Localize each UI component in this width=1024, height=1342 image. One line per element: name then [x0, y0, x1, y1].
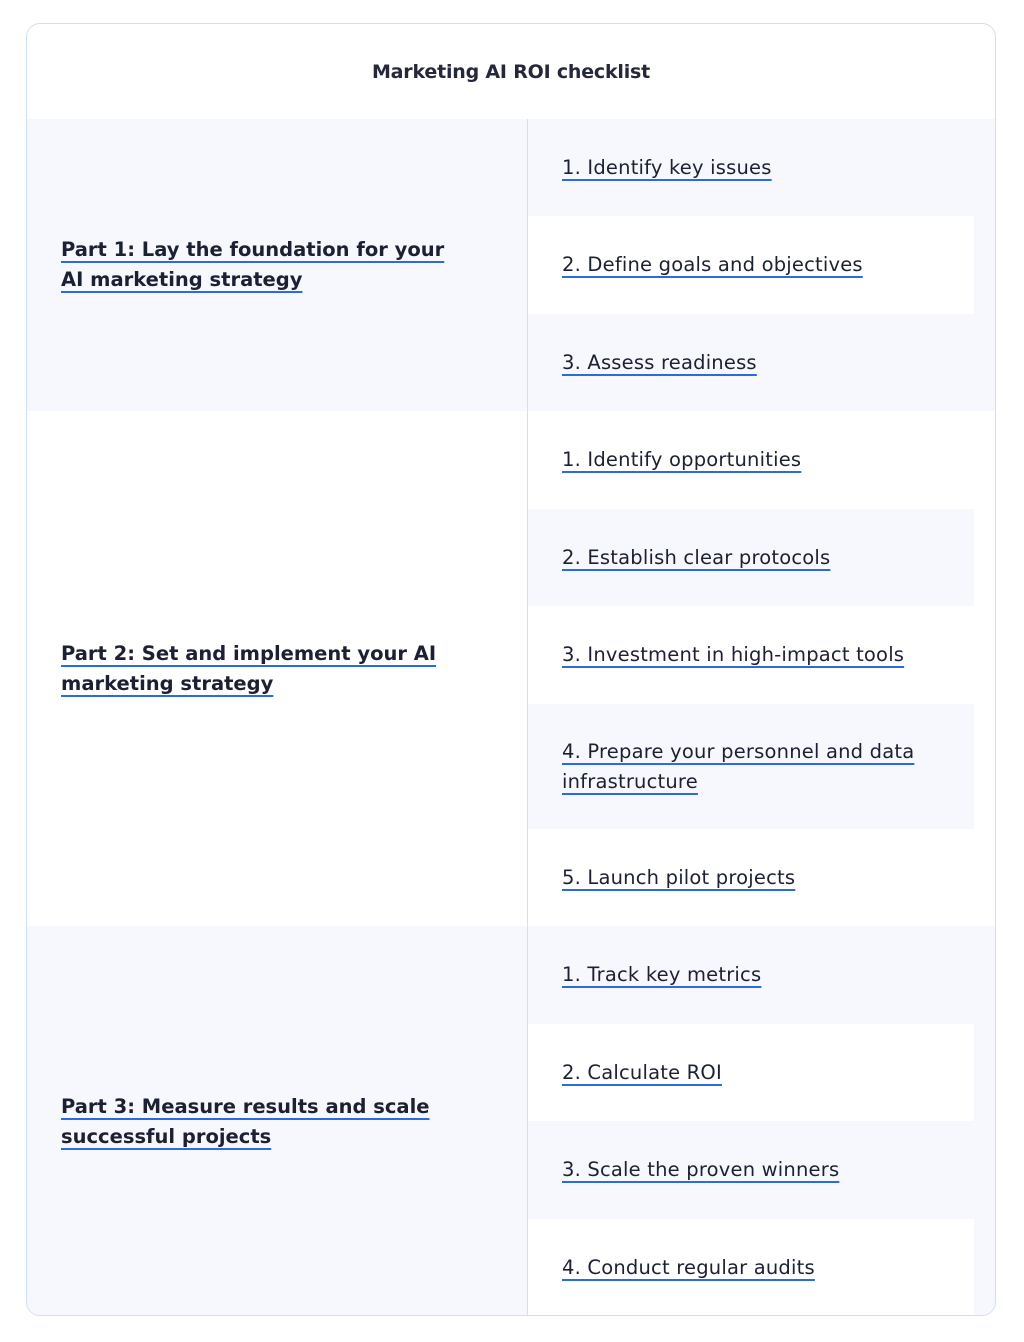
item-link[interactable]: 4. Conduct regular audits — [562, 1256, 815, 1279]
checklist-item — [528, 314, 974, 411]
item-link[interactable]: 3. Assess readiness — [562, 350, 757, 374]
checklist-item — [528, 1219, 974, 1316]
part-3-cell — [27, 926, 527, 1316]
right-gutter — [974, 926, 996, 1316]
checklist-title: Marketing AI ROI checklist — [371, 60, 651, 83]
item-link[interactable]: 5. Launch pilot projects — [562, 865, 796, 889]
part-2-cell — [27, 411, 527, 926]
checklist-item — [528, 606, 974, 704]
checklist-item — [528, 509, 974, 606]
item-link[interactable]: 1. Identify opportunities — [562, 448, 802, 471]
checklist-item — [528, 411, 974, 509]
item-link[interactable]: 3. Investment in high-impact tools — [562, 643, 905, 666]
checklist-item — [528, 829, 974, 926]
part-1-link[interactable]: Part 1: Lay the foundation for your AI marketing strategy — [61, 238, 445, 291]
item-link[interactable]: 2. Define goals and objectives — [562, 253, 863, 276]
item-link[interactable]: 3. Scale the proven winners — [562, 1158, 840, 1181]
checklist-item — [528, 119, 974, 216]
right-gutter — [974, 411, 996, 926]
checklist-card — [26, 23, 996, 1316]
checklist-item — [528, 216, 974, 314]
item-link[interactable]: 4. Prepare your personnel and data infrastructure — [562, 739, 915, 793]
checklist-item — [528, 1121, 974, 1219]
part-3-link[interactable]: Part 3: Measure results and scale successful projects — [61, 1094, 430, 1148]
part-2-link[interactable]: Part 2: Set and implement your AI marketing strategy — [61, 641, 437, 695]
part-2-title — [61, 639, 471, 699]
item-link[interactable]: 1. Track key metrics — [562, 963, 762, 986]
right-gutter — [974, 119, 996, 411]
item-link[interactable]: 2. Calculate ROI — [562, 1060, 722, 1084]
item-link[interactable]: 1. Identify key issues — [562, 155, 772, 179]
checklist-item — [528, 1024, 974, 1121]
checklist-item — [528, 926, 974, 1024]
part-1-cell — [27, 119, 527, 411]
item-link[interactable]: 2. Establish clear protocols — [562, 545, 831, 569]
part-1-title — [61, 235, 471, 295]
checklist-item — [528, 704, 974, 829]
part-3-title — [61, 1092, 471, 1152]
